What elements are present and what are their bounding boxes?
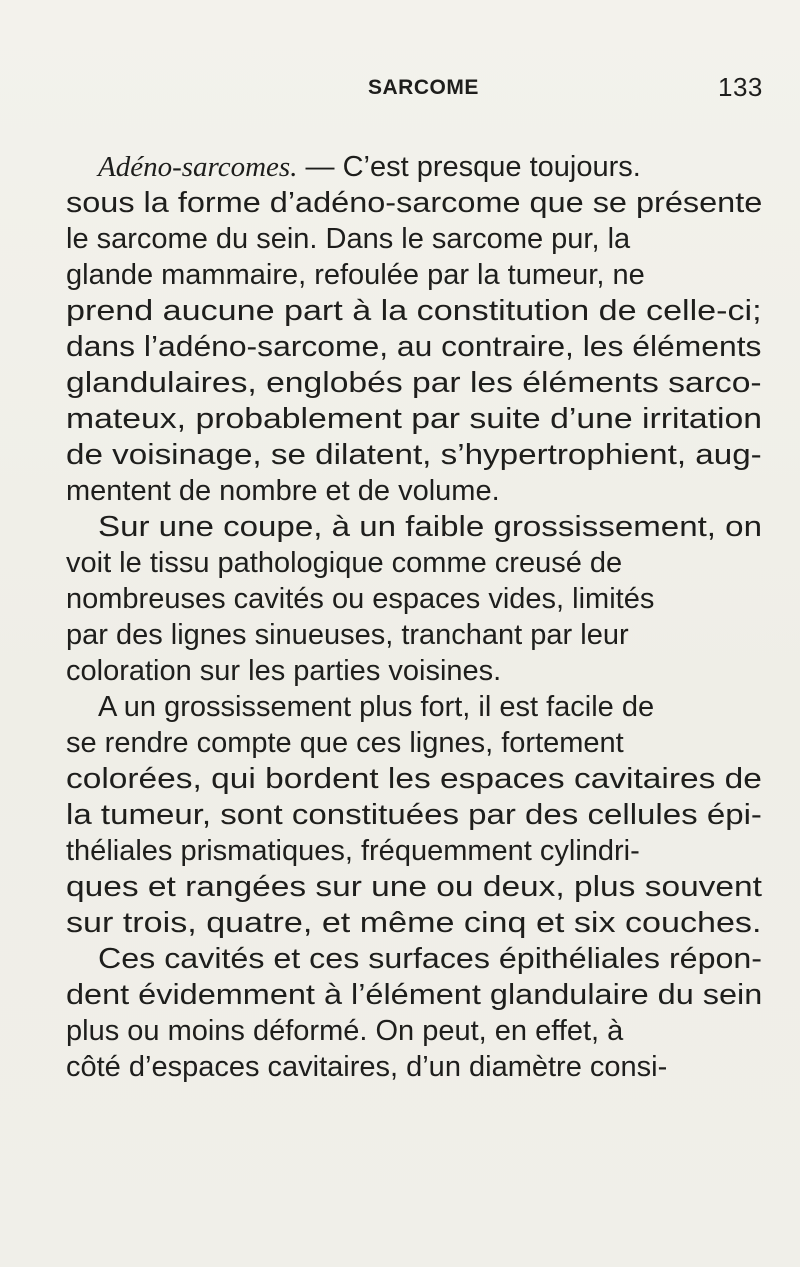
text-line-content: côté d’espaces cavitaires, d’un diamètre consi- xyxy=(66,1051,668,1083)
text-line xyxy=(66,903,761,943)
text-line xyxy=(98,687,654,727)
text-line xyxy=(98,939,762,979)
text-line xyxy=(66,219,630,259)
text-line xyxy=(66,255,645,295)
text-line-content: dans l’adéno-sarcome, au contraire, les éléments xyxy=(66,331,762,363)
text-line-content: voit le tissu pathologique comme creusé de xyxy=(66,547,623,579)
text-line-content: Sur une coupe, à un faible grossissement, on xyxy=(98,511,762,543)
text-line xyxy=(98,147,641,187)
text-line-content: glande mammaire, refoulée par la tumeur, ne xyxy=(66,259,645,291)
page-number: 133 xyxy=(718,72,763,102)
text-line-content: colorées, qui bordent les espaces cavitaires de xyxy=(66,763,762,795)
text-line xyxy=(66,615,629,655)
text-line xyxy=(66,867,762,907)
text-line xyxy=(98,507,762,547)
text-line-content: de voisinage, se dilatent, s’hypertrophient, aug- xyxy=(66,439,762,471)
text-line xyxy=(66,1047,667,1087)
section-lead: Adéno-sarcomes. xyxy=(98,151,298,183)
text-line xyxy=(66,543,622,583)
text-line xyxy=(66,471,500,511)
text-line-content: le sarcome du sein. Dans le sarcome pur, la xyxy=(66,223,631,255)
text-line-content: ques et rangées sur une ou deux, plus souvent xyxy=(66,871,762,903)
text-line-content: se rendre compte que ces lignes, fortement xyxy=(66,727,624,759)
text-line-content: sur trois, quatre, et même cinq et six couches. xyxy=(66,907,762,939)
text-line xyxy=(66,363,762,403)
text-line-content: nombreuses cavités ou espaces vides, limités xyxy=(66,583,655,615)
text-line-content: — C’est presque toujours. xyxy=(297,151,641,183)
text-line-content: théliales prismatiques, fréquemment cylindri- xyxy=(66,835,640,867)
text-line xyxy=(66,831,640,871)
text-line xyxy=(66,435,762,475)
text-line-content: dent évidemment à l’élément glandulaire du sein xyxy=(66,979,763,1011)
text-line-content: mentent de nombre et de volume. xyxy=(66,475,500,507)
text-line xyxy=(66,795,762,835)
text-line-content: sous la forme d’adéno-sarcome que se présente xyxy=(66,187,763,219)
text-line xyxy=(66,759,762,799)
text-line xyxy=(66,1011,623,1051)
text-line xyxy=(66,399,762,439)
text-line-content: par des lignes sinueuses, tranchant par leur xyxy=(66,619,629,651)
text-line xyxy=(66,723,624,763)
text-line xyxy=(66,291,762,331)
text-line-content: coloration sur les parties voisines. xyxy=(66,655,502,687)
text-line-content: Ces cavités et ces surfaces épithéliales répon- xyxy=(98,943,763,975)
text-line-content: glandulaires, englobés par les éléments sarco- xyxy=(66,367,762,399)
text-line xyxy=(66,579,654,619)
page-header xyxy=(0,72,800,106)
text-line xyxy=(66,183,762,223)
text-line-content: mateux, probablement par suite d’une irritation xyxy=(66,403,763,435)
text-line-content: A un grossissement plus fort, il est facile de xyxy=(98,691,655,723)
text-line xyxy=(66,975,762,1015)
text-line-content: la tumeur, sont constituées par des cellules épi- xyxy=(66,799,762,831)
running-title: SARCOME xyxy=(368,76,479,99)
text-line-content: plus ou moins déformé. On peut, en effet, à xyxy=(66,1015,624,1047)
text-line xyxy=(66,651,501,691)
text-line xyxy=(66,327,761,367)
text-line-content: prend aucune part à la constitution de celle-ci; xyxy=(66,295,762,327)
